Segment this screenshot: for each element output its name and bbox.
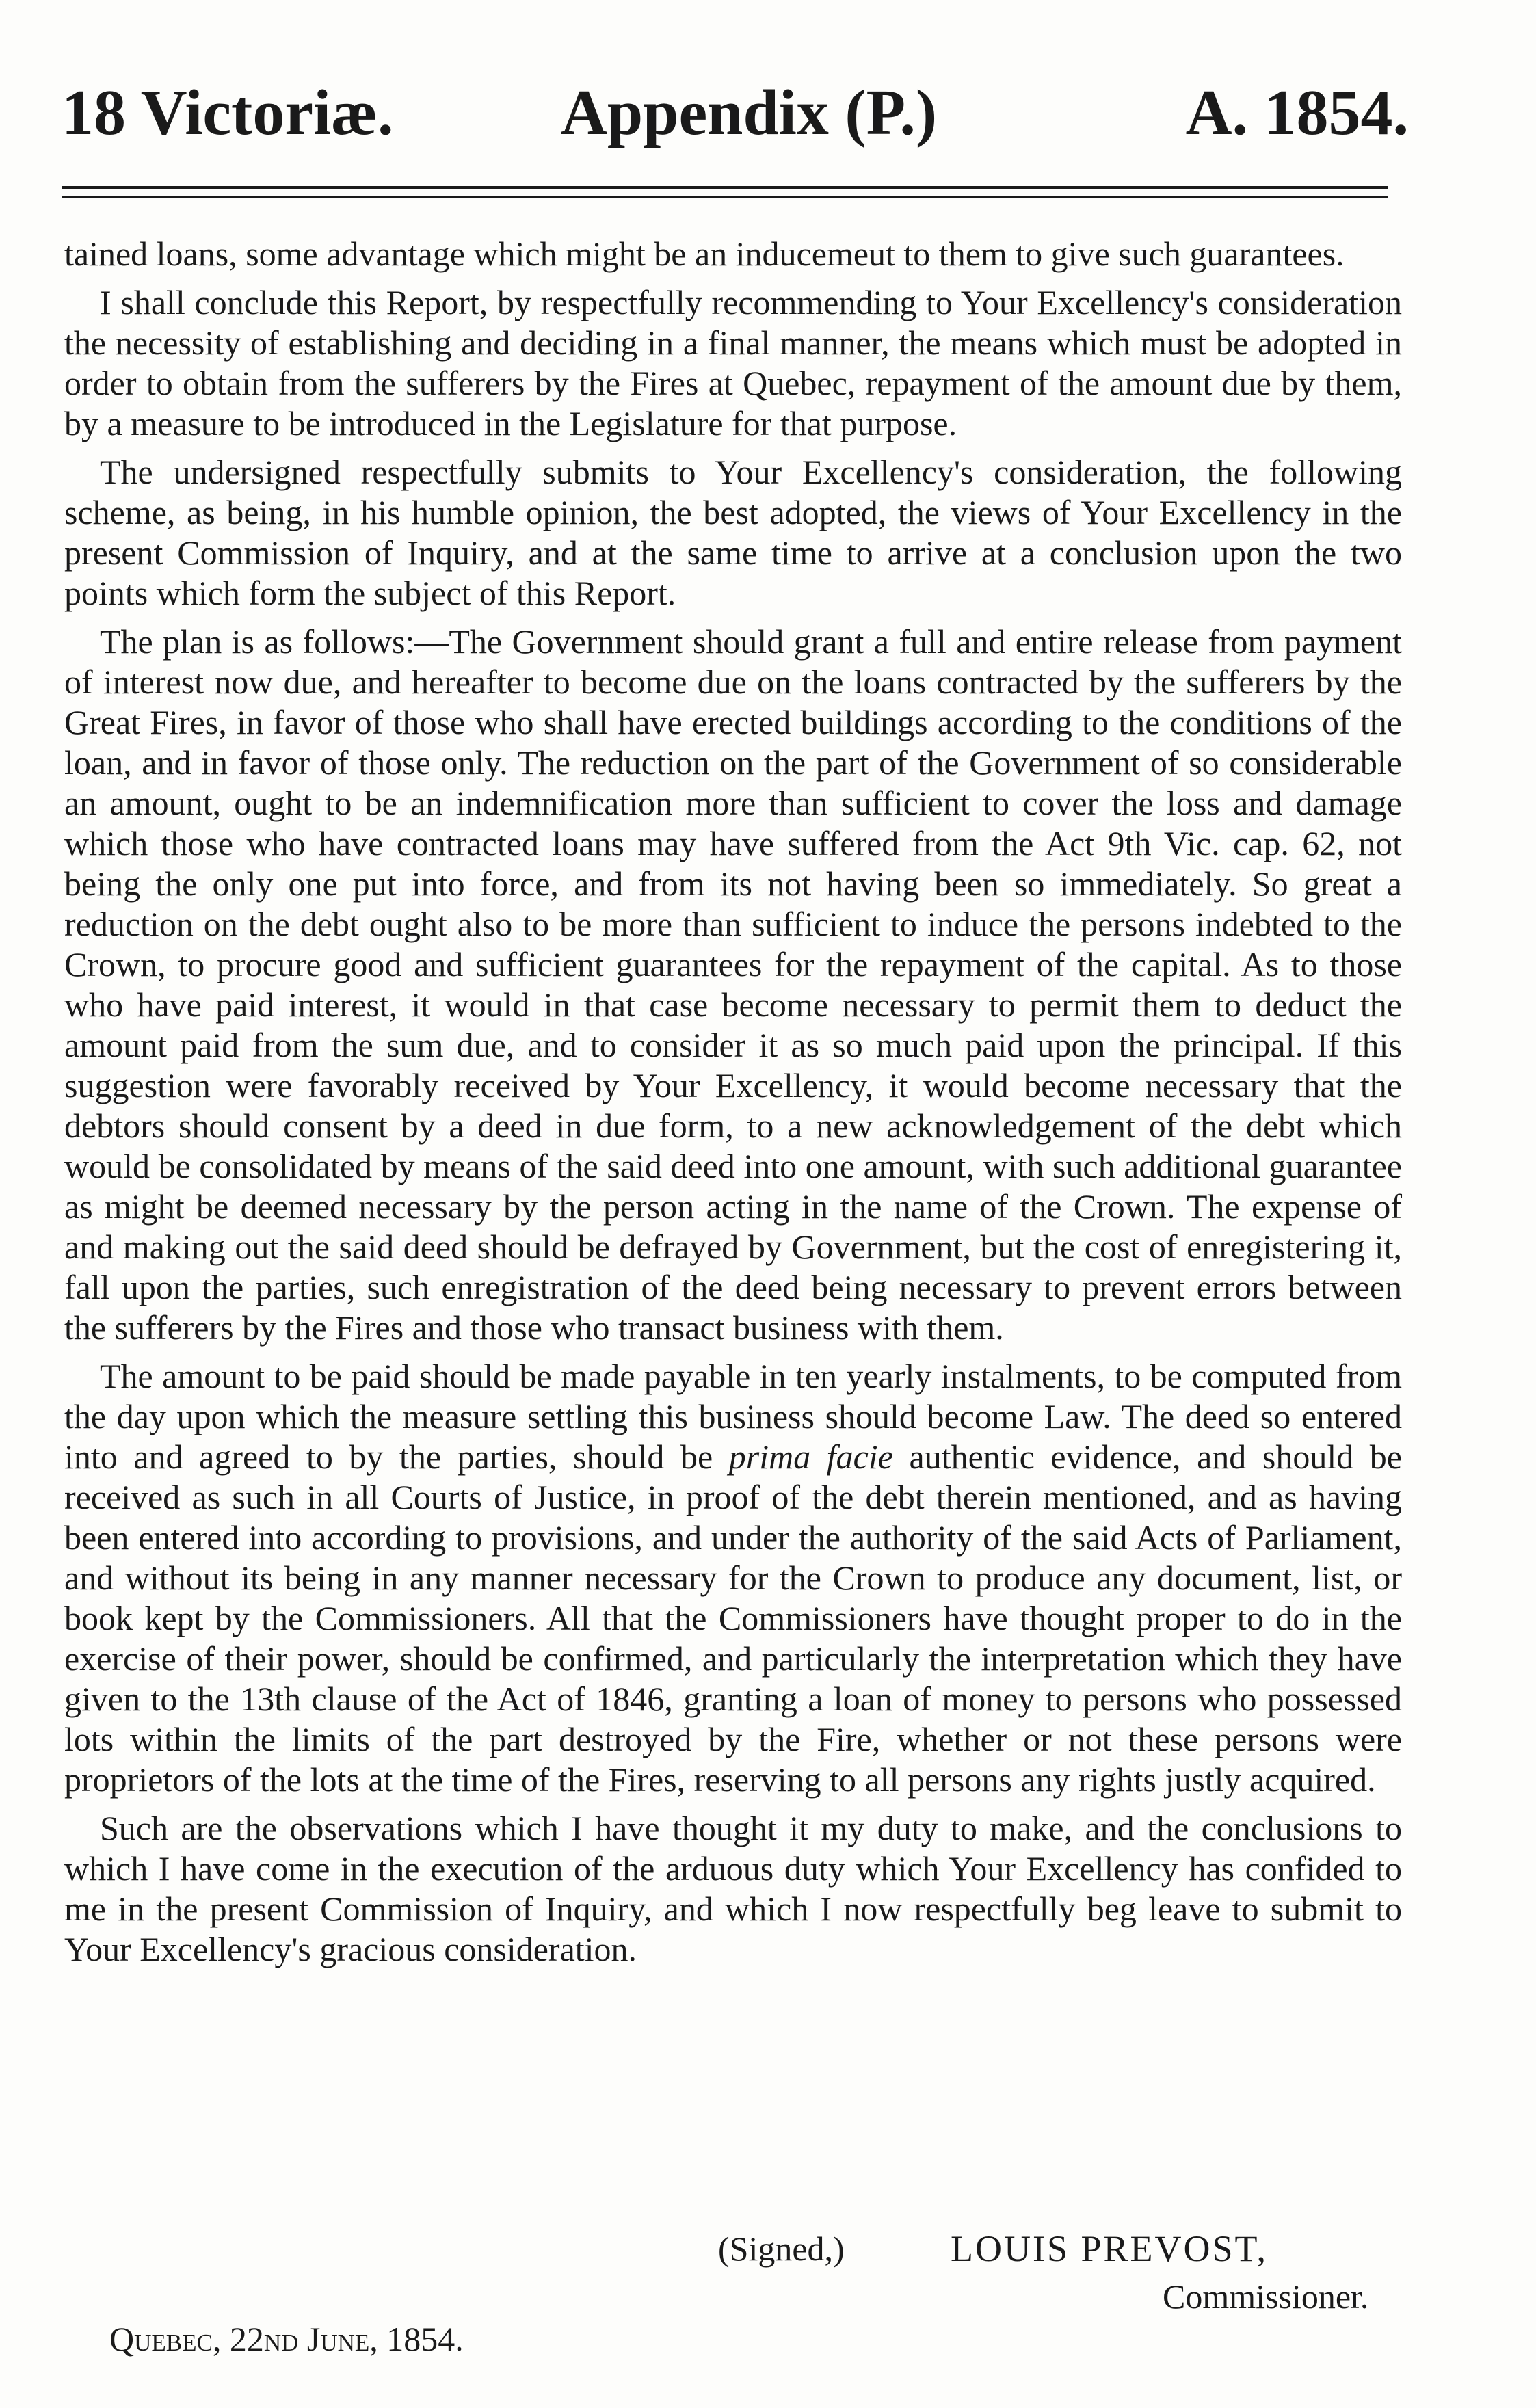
paragraph-1-text: tained loans, some advantage which might be an inducemeut to them to give such guarantees. [64,235,1345,273]
signed-marker: (Signed,) [718,2230,845,2268]
place-and-date: Quebec, 22nd June, 1854. [109,2320,464,2358]
signatory-name: LOUIS PREVOST, [951,2228,1269,2269]
paragraph-6-text: Such are the observations which I have thought it my duty to make, and the conclusions to which I have come in the execution of the arduous duty which Your Excellency has confided to me in the present Commission of Inquiry, and which I now respectfully beg leave to submit to Your Excellency's gracious consideration. [64,1809,1402,1968]
paragraph-6 [64,1808,1402,1970]
paragraph-2 [64,282,1402,444]
header-session: 18 Victoriæ. [62,77,394,148]
paragraph-5 [64,1356,1402,1800]
page-header [55,68,1409,157]
paragraph-5-text-b: authentic evidence, and should be received as such in all Courts of Justice, in proof of the debt therein mentioned, and as having been entered into according to provisions, and under the authority of the said Acts of Parliament, and without its being in any manner necessary for the Crown to produce any document, list, or book kept by the Commissioners. All that the Commissioners have thought proper to do in the exercise of their power, should be confirmed, and particularly the interpretation which they have given to the 13th clause of the Act of 1846, granting a loan of money to persons who possessed lots within the limits of the part destroyed by the Fire, whether or not these persons were proprietors of the lots at the time of the Fires, reserving to all persons any rights justly acquired. [64,1438,1403,1799]
header-appendix: Appendix (P.) [561,77,938,148]
report-body [64,234,1402,1978]
paragraph-4 [64,622,1402,1348]
paragraph-1 [64,234,1402,274]
signature-line [718,2225,1402,2273]
paragraph-5-text-a: The amount to be paid should be made payable in ten yearly instalments, to be computed from the day upon which the measure settling this business should become Law. The deed so entered into and agreed to by the parties, should be [64,1357,1402,1476]
paragraph-3 [64,452,1402,613]
paragraph-5-emphasis: prima facie [728,1438,893,1476]
paragraph-3-text: The undersigned respectfully submits to Your Excellency's consideration, the following scheme, as being, in his humble opinion, the best adopted, the views of Your Excellency in the present Commission of Inquiry, and at the same time to arrive at a conclusion upon the two points which form the subject of this Report. [64,453,1402,612]
header-rule-thin [62,196,1388,198]
paragraph-2-text: I shall conclude this Report, by respectfully recommending to Your Excellency's consideration the necessity of establishing and deciding in a final manner, the means which must be adopted in order to obtain from the sufferers by the Fires at Quebec, repayment of the amount due by them, by a measure to be introduced in the Legislature for that purpose. [64,283,1402,442]
signatory-title: Commissioner. [1163,2277,1369,2316]
paragraph-4-text: The plan is as follows:—The Government should grant a full and entire release from payment of interest now due, and hereafter to become due on the loans contracted by the sufferers by the Great Fires, in favor of those who shall have erected buildings according to the conditions of the loan, and in favor of those only. The reduction on the part of the Government of so considerable an amount, ought to be an indemnification more than sufficient to cover the loss and damage which those who have contracted loans may have suffered from the Act 9th Vic. cap. 62, not being the only one put into force, and from its not having been so immediately. So great a reduction on the debt ought also to be more than sufficient to induce the persons indebted to the Crown, to procure good and sufficient guarantees for the repayment of the capital. As to those who have paid interest, it would in that case become necessary to permit them to deduct the amount paid from the sum due, and to consider it as so much paid upon the principal. If this suggestion were favorably received by Your Excellency, it would become necessary that the debtors should consent by a deed in due form, to a new acknowledgement of the debt which would be consolidated by means of the said deed into one amount, with such additional guarantee as might be deemed necessary by the person acting in the name of the Crown. The expense of and making out the said deed should be defrayed by Government, but the cost of enregistering it, fall upon the parties, such enregistration of the deed being necessary to prevent errors between the sufferers by the Fires and those who transact business with them. [64,622,1402,1347]
header-rule-thick [62,186,1388,189]
header-year: A. 1854. [1185,77,1409,148]
